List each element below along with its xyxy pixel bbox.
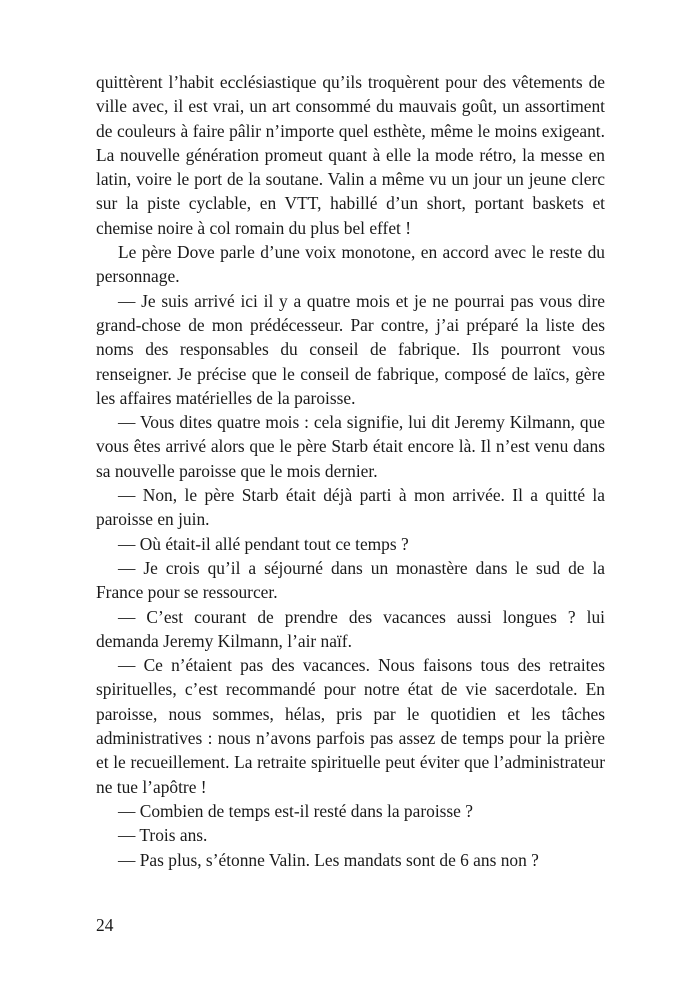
- dialogue-line: — Où était-il allé pendant tout ce temps ?: [118, 533, 409, 554]
- dialogue-line: — Ce n’étaient pas des vacances. Nous faisons tous des retraites spirituelles, c’est recommandé pour notre état de vie sacerdotale. En paroisse, nous sommes, hélas, pris par le quotidien et les tâches administratives : nous n’avons parfois pas assez de temps pour la prière et le recueillement. La retraite spirituelle peut éviter que l’administrateur ne tue l’apôtre !: [96, 655, 605, 797]
- paragraph-continuation: quittèrent l’habit ecclésiastique qu’ils troquèrent pour des vêtements de ville avec, il est vrai, un art consommé du mauvais goût, un assortiment de couleurs à faire pâlir n’importe quel esthète, même le moins exigeant. La nouvelle génération promeut quant à elle la mode rétro, la messe en latin, voire le port de la soutane. Valin a même vu un jour un jeune clerc sur la piste cyclable, en VTT, habillé d’un short, portant baskets et chemise noire à col romain du plus bel effet !: [96, 72, 605, 238]
- dialogue-line: — Pas plus, s’étonne Valin. Les mandats sont de 6 ans non ?: [118, 849, 539, 870]
- dialogue-line: — Je suis arrivé ici il y a quatre mois et je ne pourrai pas vous dire grand-chose de mon prédécesseur. Par contre, j’ai préparé la liste des noms des responsables du conseil de fabrique. Ils pourront vous renseigner. Je précise que le conseil de fabrique, composé de laïcs, gère les affaires matérielles de la paroisse.: [96, 290, 605, 408]
- paragraph-narration: Le père Dove parle d’une voix monotone, en accord avec le reste du personnage.: [96, 242, 605, 287]
- dialogue-line: — Non, le père Starb était déjà parti à mon arrivée. Il a quitté la paroisse en juin.: [96, 485, 605, 530]
- dialogue-line: — Trois ans.: [118, 825, 208, 846]
- page-number: 24: [96, 915, 114, 935]
- dialogue-line: — Je crois qu’il a séjourné dans un monastère dans le sud de la France pour se ressourcer.: [96, 557, 605, 603]
- body-text: [96, 70, 605, 872]
- dialogue-line: — C’est courant de prendre des vacances aussi longues ? lui demanda Jeremy Kilmann, l’air naïf.: [96, 606, 605, 651]
- dialogue-line: — Combien de temps est-il resté dans la paroisse ?: [118, 800, 473, 821]
- dialogue-line: — Vous dites quatre mois : cela signifie, lui dit Jeremy Kilmann, que vous êtes arrivé alors que le père Starb était encore là. Il n’est venu dans sa nouvelle paroisse que le mois dernier.: [96, 412, 605, 481]
